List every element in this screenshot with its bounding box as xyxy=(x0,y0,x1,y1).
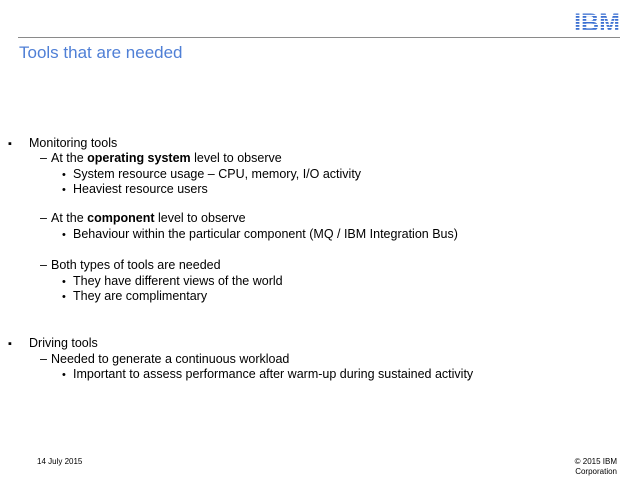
footer-date: 14 July 2015 xyxy=(37,457,83,466)
bullet-item: • They are complimentary xyxy=(62,289,208,303)
dot-bullet-icon: • xyxy=(62,229,66,241)
copyright-line: Corporation xyxy=(575,467,617,476)
dash-bullet-icon: – xyxy=(40,352,47,366)
bullet-item: ▪ Driving tools xyxy=(8,336,98,350)
bullet-item: – At the component level to observe xyxy=(40,211,246,225)
dot-bullet-icon: • xyxy=(62,369,66,381)
dash-bullet-icon: – xyxy=(40,151,47,165)
bullet-item: – At the operating system level to observe xyxy=(40,151,282,165)
square-bullet-icon: ▪ xyxy=(8,338,12,350)
ibm-logo-text: IBM xyxy=(574,10,620,34)
footer-copyright xyxy=(575,457,617,477)
dash-bullet-icon: – xyxy=(40,211,47,225)
bullet-item: • Behaviour within the particular component (MQ / IBM Integration Bus) xyxy=(62,227,458,241)
bullet-item: • They have different views of the world xyxy=(62,274,283,288)
bullet-item: ▪ Monitoring tools xyxy=(8,136,118,150)
dot-bullet-icon: • xyxy=(62,291,66,303)
bullet-item: – Needed to generate a continuous workload xyxy=(40,352,290,366)
square-bullet-icon: ▪ xyxy=(8,138,12,150)
bullet-item: – Both types of tools are needed xyxy=(40,258,221,272)
dash-bullet-icon: – xyxy=(40,258,47,272)
bullet-item: • Important to assess performance after warm-up during sustained activity xyxy=(62,367,474,381)
copyright-line: © 2015 IBM xyxy=(574,457,617,466)
dot-bullet-icon: • xyxy=(62,169,66,181)
dot-bullet-icon: • xyxy=(62,276,66,288)
dot-bullet-icon: • xyxy=(62,184,66,196)
page-title: Tools that are needed xyxy=(19,43,183,62)
bullet-item: • System resource usage – CPU, memory, I/O activity xyxy=(62,167,362,181)
bullet-item: • Heaviest resource users xyxy=(62,182,208,196)
